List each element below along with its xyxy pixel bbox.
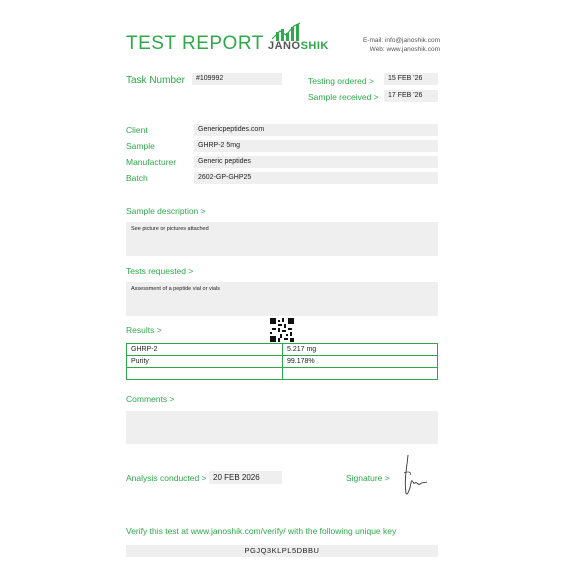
manufacturer-value: Generic peptides bbox=[194, 156, 438, 168]
contact-info bbox=[363, 36, 440, 54]
sample-description-box: See picture or pictures attached bbox=[126, 222, 438, 256]
comments-label: Comments > bbox=[126, 394, 175, 404]
result-name-cell: GHRP-2 bbox=[127, 344, 283, 356]
tests-requested-label: Tests requested > bbox=[126, 266, 194, 276]
signature-label: Signature > bbox=[346, 473, 390, 483]
sample-value: GHRP-2 5mg bbox=[194, 140, 438, 152]
verify-text: Verify this test at www.janoshik.com/verify/ with the following unique key bbox=[126, 526, 397, 536]
client-label: Client bbox=[126, 125, 148, 135]
batch-value: 2602-GP-GHP25 bbox=[194, 172, 438, 184]
qr-code-icon bbox=[270, 318, 294, 342]
table-row bbox=[127, 368, 438, 380]
contact-email: E-mail: info@janoshik.com bbox=[362, 37, 440, 44]
table-row bbox=[127, 356, 438, 368]
testing-ordered-value: 15 FEB '26 bbox=[384, 73, 438, 85]
tests-requested-box: Assessment of a peptide vial or vials bbox=[126, 282, 438, 316]
logo-text-shik: SHIK bbox=[300, 40, 329, 52]
sample-received-value: 17 FEB '26 bbox=[384, 90, 438, 102]
table-row bbox=[127, 344, 438, 356]
client-value: Genericpeptides.com bbox=[194, 124, 438, 136]
testing-ordered-label: Testing ordered > bbox=[308, 76, 374, 86]
result-name-cell: Purity bbox=[127, 356, 283, 368]
logo-text-jano: JANO bbox=[268, 40, 301, 52]
signature-icon bbox=[398, 453, 430, 497]
analysis-conducted-label: Analysis conducted > bbox=[126, 473, 207, 483]
sample-received-label: Sample received > bbox=[308, 92, 379, 102]
janoshik-logo bbox=[268, 22, 338, 58]
result-value-cell: 5.217 mg bbox=[283, 344, 438, 356]
contact-web: Web: www.janoshik.com bbox=[369, 46, 440, 53]
chart-logo-icon bbox=[268, 22, 338, 42]
task-number-label: Task Number bbox=[126, 75, 185, 86]
results-table bbox=[126, 343, 438, 380]
report-title: TEST REPORT bbox=[126, 33, 264, 54]
result-value-cell: 99.178% bbox=[283, 356, 438, 368]
sample-label: Sample bbox=[126, 141, 155, 151]
result-name-cell bbox=[127, 368, 283, 380]
batch-label: Batch bbox=[126, 173, 148, 183]
result-value-cell bbox=[283, 368, 438, 380]
task-number-value: #109992 bbox=[192, 73, 282, 85]
sample-description-label: Sample description > bbox=[126, 206, 206, 216]
verification-key: PGJQ3KLPL5DBBU bbox=[126, 545, 438, 557]
results-label: Results > bbox=[126, 325, 162, 335]
comments-box bbox=[126, 411, 438, 444]
manufacturer-label: Manufacturer bbox=[126, 157, 177, 167]
analysis-conducted-value: 20 FEB 2026 bbox=[209, 471, 282, 484]
